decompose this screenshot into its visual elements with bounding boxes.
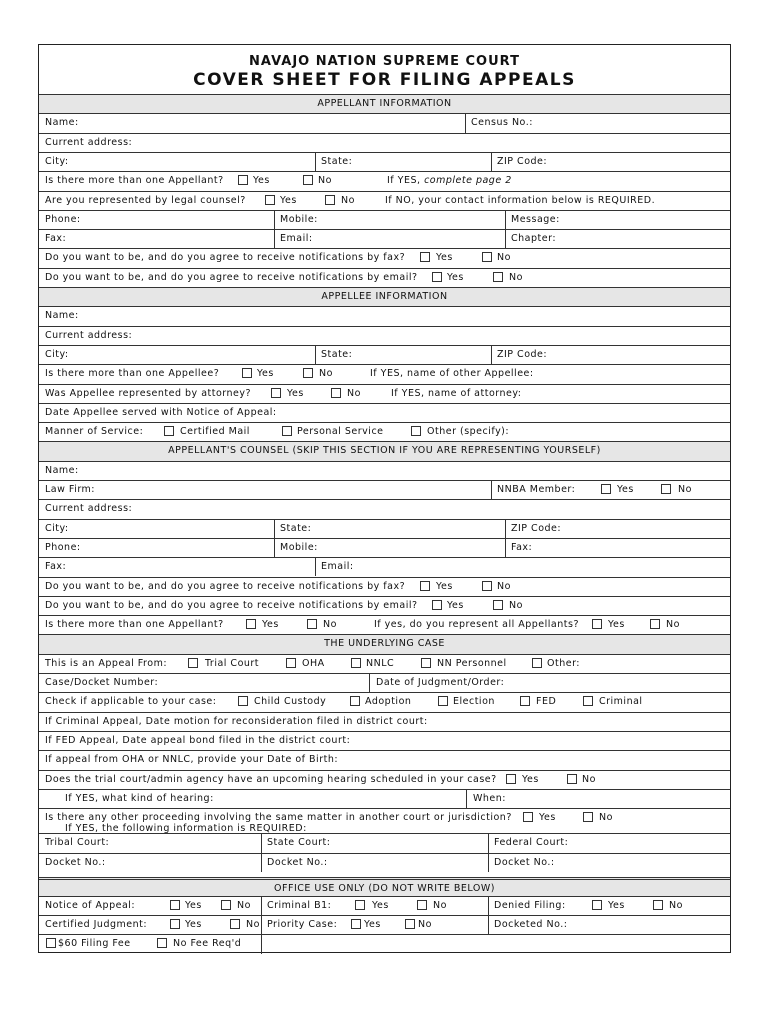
nn-personnel-label: NN Personnel — [437, 657, 507, 669]
yes-label: Yes — [262, 619, 279, 631]
docketed-no-label: Docketed No.: — [494, 919, 568, 931]
no-label: No — [509, 271, 523, 283]
appellee-city-row[interactable] — [39, 345, 730, 364]
appellant-notify-email-yes-checkbox[interactable] — [432, 272, 442, 282]
state-court-label: State Court: — [267, 837, 331, 849]
no-label: No — [347, 387, 361, 399]
counsel-phone-row[interactable] — [39, 538, 730, 557]
yes-label: Yes — [539, 812, 556, 824]
certified-judgment-label: Certified Judgment: — [45, 919, 148, 931]
office-row-1 — [39, 896, 730, 915]
counsel-notify-fax-no-checkbox[interactable] — [482, 581, 492, 591]
other-proceeding-row — [39, 808, 730, 833]
represent-all-no-checkbox[interactable] — [650, 619, 660, 629]
appellant-phone-label: Phone: — [45, 213, 81, 225]
counsel-fax-field-label: Fax: — [45, 561, 67, 573]
appellant-notify-email-row — [39, 268, 730, 287]
trial-court-label: Trial Court — [205, 657, 260, 669]
counsel-notify-email-yes-checkbox[interactable] — [432, 600, 442, 610]
federal-docket-label: Docket No.: — [494, 856, 555, 868]
counsel-address-label: Current address: — [45, 503, 133, 515]
yes-label: Yes — [447, 271, 464, 283]
counsel-notify-email-row — [39, 596, 730, 615]
counsel-notify-fax-question: Do you want to be, and do you agree to receive notifications by fax? — [45, 580, 406, 592]
case-section-title: THE UNDERLYING CASE — [324, 638, 445, 650]
appeal-from-label: This is an Appeal From: — [45, 657, 168, 669]
denied-yes-checkbox[interactable] — [592, 900, 602, 910]
counsel-notify-fax-yes-checkbox[interactable] — [420, 581, 430, 591]
dob-row[interactable] — [39, 750, 730, 769]
yes-label: Yes — [185, 899, 202, 911]
appellee-attorney-no-checkbox[interactable] — [331, 388, 341, 398]
filing-fee-checkbox[interactable] — [46, 938, 56, 948]
case-type-row — [39, 692, 730, 711]
appeal-from-row — [39, 654, 730, 673]
appellant-notify-fax-no-checkbox[interactable] — [482, 252, 492, 262]
other-proceeding-yes-checkbox[interactable] — [523, 812, 533, 822]
appellant-name-label: Name: — [45, 117, 79, 129]
notice-of-appeal-label: Notice of Appeal: — [45, 899, 136, 911]
criminal-b1-yes-checkbox[interactable] — [355, 900, 365, 910]
judgment-date-label: Date of Judgment/Order: — [376, 677, 505, 688]
yes-label: Yes — [287, 387, 304, 399]
counsel-represent-all-question: If yes, do you represent all Appellants? — [374, 619, 579, 631]
counsel-more-question: Is there more than one Appellant? — [45, 619, 224, 631]
dockets-row[interactable] — [39, 853, 730, 872]
appellant-more-no-checkbox[interactable] — [303, 175, 313, 185]
appellee-address-label: Current address: — [45, 329, 133, 341]
no-label: No — [599, 812, 613, 824]
no-label: No — [582, 773, 596, 785]
counsel-zip-label: ZIP Code: — [511, 522, 562, 534]
no-label: No — [246, 919, 260, 931]
child-custody-label: Child Custody — [254, 696, 327, 708]
appellee-name-label: Name: — [45, 310, 79, 322]
appellant-city-label: City: — [45, 155, 69, 167]
no-label: No — [669, 899, 683, 911]
criminal-note-row[interactable] — [39, 712, 730, 731]
appellant-phone-row[interactable] — [39, 210, 730, 229]
appellant-more-yes-checkbox[interactable] — [238, 175, 248, 185]
counsel-firm-label: Law Firm: — [45, 484, 96, 495]
appeal-cover-sheet-form — [38, 44, 731, 953]
fed-note-row[interactable] — [39, 731, 730, 750]
appellee-state-label: State: — [321, 348, 353, 360]
counsel-notify-email-no-checkbox[interactable] — [493, 600, 503, 610]
appellant-city-row[interactable] — [39, 152, 730, 171]
no-label: No — [418, 919, 432, 931]
appellant-more-row — [39, 171, 730, 190]
dob-label: If appeal from OHA or NNLC, provide your Date of Birth: — [45, 754, 339, 766]
appellant-more-note — [387, 175, 512, 186]
yes-label: Yes — [436, 580, 453, 592]
counsel-phone-label: Phone: — [45, 541, 81, 553]
appellant-address-label: Current address: — [45, 136, 133, 148]
appellant-zip-label: ZIP Code: — [497, 155, 548, 167]
yes-label: Yes — [608, 899, 625, 911]
other-proceeding-required: If YES, the following information is REQUIRED: — [65, 823, 307, 835]
criminal-note-label: If Criminal Appeal, Date motion for reconsideration filed in district court: — [45, 715, 428, 727]
hearing-when-label: When: — [473, 792, 506, 804]
other-service-checkbox[interactable] — [411, 426, 421, 436]
check-applicable-label: Check if applicable to your case: — [45, 696, 217, 708]
office-row-3 — [39, 934, 730, 954]
appellee-more-note: If YES, name of other Appellee: — [370, 368, 534, 380]
yes-label: Yes — [436, 252, 453, 264]
appellant-fax-label: Fax: — [45, 233, 67, 245]
certified-no-checkbox[interactable] — [230, 919, 240, 929]
appellant-fax-row[interactable] — [39, 229, 730, 248]
docket-number-label: Case/Docket Number: — [45, 677, 159, 688]
appellee-attorney-row — [39, 384, 730, 403]
other-service-label: Other (specify): — [427, 426, 510, 438]
other-proceeding-no-checkbox[interactable] — [583, 812, 593, 822]
appellant-counsel-row — [39, 191, 730, 210]
counsel-more-no-checkbox[interactable] — [307, 619, 317, 629]
docket-row[interactable] — [39, 673, 730, 692]
no-label: No — [433, 899, 447, 911]
nnba-no-checkbox[interactable] — [661, 484, 671, 494]
counsel-fax-row[interactable] — [39, 557, 730, 576]
appellant-state-label: State: — [321, 155, 353, 167]
appellee-served-label: Date Appellee served with Notice of Appeal: — [45, 406, 277, 418]
no-label: No — [666, 619, 680, 631]
more-note-prefix: If YES, — [387, 175, 421, 187]
no-label: No — [319, 368, 333, 380]
hearing-question: Does the trial court/admin agency have an upcoming hearing scheduled in your case? — [45, 773, 497, 785]
counsel-mobile-label: Mobile: — [280, 541, 318, 553]
appellant-counsel-note: If NO, your contact information below is REQUIRED. — [385, 194, 656, 206]
counsel-address-row[interactable] — [39, 499, 730, 518]
case-section-header — [39, 634, 730, 653]
no-label: No — [341, 194, 355, 206]
yes-label: Yes — [257, 368, 274, 380]
appellee-more-no-checkbox[interactable] — [303, 368, 313, 378]
yes-label: Yes — [364, 919, 381, 931]
criminal-label: Criminal — [599, 696, 643, 708]
tribal-docket-label: Docket No.: — [45, 856, 106, 868]
yes-label: Yes — [608, 619, 625, 631]
appellant-mobile-label: Mobile: — [280, 213, 318, 225]
fed-label: FED — [536, 696, 557, 708]
counsel-section-header — [39, 441, 730, 460]
yes-label: Yes — [617, 484, 634, 495]
appellee-more-row — [39, 364, 730, 383]
appellant-census-label: Census No.: — [471, 117, 533, 129]
appellee-served-row[interactable] — [39, 403, 730, 422]
yes-label: Yes — [447, 599, 464, 611]
counsel-state-label: State: — [280, 522, 312, 534]
filing-fee-label: $60 Filing Fee — [58, 938, 131, 950]
more-note-italic: complete page 2 — [424, 175, 512, 187]
counsel-name-row[interactable] — [39, 461, 730, 480]
form-title: COVER SHEET FOR FILING APPEALS — [193, 70, 576, 90]
hearing-row — [39, 770, 730, 789]
nnlc-label: NNLC — [366, 657, 395, 669]
appellee-name-row[interactable] — [39, 306, 730, 325]
no-fee-checkbox[interactable] — [157, 938, 167, 948]
election-label: Election — [453, 696, 495, 708]
appellant-address-row[interactable] — [39, 133, 730, 152]
counsel-city-row[interactable] — [39, 519, 730, 538]
criminal-checkbox[interactable] — [583, 696, 593, 706]
courts-row[interactable] — [39, 833, 730, 852]
yes-label: Yes — [253, 175, 270, 187]
office-section-header — [39, 877, 730, 896]
appellant-email-label: Email: — [280, 233, 313, 245]
counsel-email-label: Email: — [321, 561, 354, 573]
denied-filing-label: Denied Filing: — [494, 899, 566, 911]
appellant-chapter-label: Chapter: — [511, 233, 557, 245]
hearing-no-checkbox[interactable] — [567, 774, 577, 784]
appellant-more-question: Is there more than one Appellant? — [45, 175, 224, 187]
other-appeal-checkbox[interactable] — [532, 658, 542, 668]
nn-personnel-checkbox[interactable] — [421, 658, 431, 668]
appellee-section-header — [39, 287, 730, 306]
appellee-manner-row — [39, 422, 730, 441]
personal-service-checkbox[interactable] — [282, 426, 292, 436]
office-row-2 — [39, 915, 730, 934]
yes-label: Yes — [522, 773, 539, 785]
adoption-checkbox[interactable] — [350, 696, 360, 706]
denied-no-checkbox[interactable] — [653, 900, 663, 910]
appellant-section-title: APPELLANT INFORMATION — [317, 98, 452, 109]
appellant-notify-fax-question: Do you want to be, and do you agree to receive notifications by fax? — [45, 252, 406, 264]
appellant-counsel-no-checkbox[interactable] — [325, 195, 335, 205]
appellee-section-title: APPELLEE INFORMATION — [321, 291, 448, 302]
counsel-section-title: APPELLANT'S COUNSEL (SKIP THIS SECTION IF YOU ARE REPRESENTING YOURSELF) — [168, 445, 601, 457]
appellant-counsel-question: Are you represented by legal counsel? — [45, 194, 246, 206]
yes-label: Yes — [280, 194, 297, 206]
appellee-attorney-note: If YES, name of attorney: — [391, 387, 522, 399]
notice-yes-checkbox[interactable] — [170, 900, 180, 910]
counsel-fax-label: Fax: — [511, 541, 533, 553]
appellee-zip-label: ZIP Code: — [497, 348, 548, 360]
appellant-name-row[interactable] — [39, 113, 730, 132]
fed-note-label: If FED Appeal, Date appeal bond filed in the district court: — [45, 734, 351, 746]
oha-label: OHA — [302, 657, 325, 669]
appellee-attorney-yes-checkbox[interactable] — [271, 388, 281, 398]
appellant-counsel-yes-checkbox[interactable] — [265, 195, 275, 205]
represent-all-yes-checkbox[interactable] — [592, 619, 602, 629]
appellee-manner-label: Manner of Service: — [45, 426, 144, 438]
adoption-label: Adoption — [365, 696, 412, 708]
appellant-message-label: Message: — [511, 213, 560, 225]
counsel-city-label: City: — [45, 522, 69, 534]
appellant-notify-fax-row — [39, 248, 730, 267]
appellant-section-header — [39, 94, 730, 113]
no-label: No — [237, 899, 251, 911]
appellee-attorney-question: Was Appellee represented by attorney? — [45, 387, 252, 399]
appellee-more-question: Is there more than one Appellee? — [45, 368, 220, 380]
yes-label: Yes — [372, 899, 389, 911]
appellee-more-yes-checkbox[interactable] — [242, 368, 252, 378]
state-docket-label: Docket No.: — [267, 856, 328, 868]
counsel-more-yes-checkbox[interactable] — [246, 619, 256, 629]
trial-court-checkbox[interactable] — [188, 658, 198, 668]
child-custody-checkbox[interactable] — [238, 696, 248, 706]
election-checkbox[interactable] — [438, 696, 448, 706]
hearing-kind-label: If YES, what kind of hearing: — [65, 792, 214, 804]
office-section-title: OFFICE USE ONLY (DO NOT WRITE BELOW) — [274, 882, 495, 894]
hearing-kind-row[interactable] — [39, 789, 730, 808]
certified-mail-label: Certified Mail — [180, 426, 250, 438]
no-label: No — [678, 484, 692, 495]
yes-label: Yes — [185, 919, 202, 931]
no-label: No — [323, 619, 337, 631]
appellant-notify-email-no-checkbox[interactable] — [493, 272, 503, 282]
no-label: No — [509, 599, 523, 611]
court-name: NAVAJO NATION SUPREME COURT — [249, 54, 520, 69]
no-fee-label: No Fee Req'd — [173, 938, 242, 950]
priority-case-label: Priority Case: — [267, 919, 338, 931]
counsel-notify-fax-row — [39, 577, 730, 596]
nnlc-checkbox[interactable] — [351, 658, 361, 668]
fed-checkbox[interactable] — [520, 696, 530, 706]
personal-service-label: Personal Service — [297, 426, 384, 438]
no-label: No — [497, 252, 511, 264]
appellant-notify-email-question: Do you want to be, and do you agree to receive notifications by email? — [45, 271, 418, 283]
counsel-more-row — [39, 615, 730, 634]
no-label: No — [318, 175, 332, 187]
priority-no-checkbox[interactable] — [405, 919, 415, 929]
oha-checkbox[interactable] — [286, 658, 296, 668]
federal-court-label: Federal Court: — [494, 837, 569, 849]
appellee-city-label: City: — [45, 348, 69, 360]
appellee-address-row[interactable] — [39, 326, 730, 345]
counsel-nnba-label: NNBA Member: — [497, 484, 576, 495]
priority-yes-checkbox[interactable] — [351, 919, 361, 929]
notice-no-checkbox[interactable] — [221, 900, 231, 910]
counsel-name-label: Name: — [45, 464, 79, 476]
counsel-firm-row[interactable] — [39, 480, 730, 499]
certified-yes-checkbox[interactable] — [170, 919, 180, 929]
no-label: No — [497, 580, 511, 592]
criminal-b1-no-checkbox[interactable] — [417, 900, 427, 910]
tribal-court-label: Tribal Court: — [45, 837, 110, 849]
hearing-yes-checkbox[interactable] — [506, 774, 516, 784]
certified-mail-checkbox[interactable] — [164, 426, 174, 436]
other-appeal-label: Other: — [547, 657, 581, 669]
counsel-notify-email-question: Do you want to be, and do you agree to receive notifications by email? — [45, 599, 418, 611]
criminal-b1-label: Criminal B1: — [267, 899, 332, 911]
nnba-yes-checkbox[interactable] — [601, 484, 611, 494]
other-proceeding-question: Is there any other proceeding involving the same matter in another court or jurisdiction? — [45, 812, 512, 824]
appellant-notify-fax-yes-checkbox[interactable] — [420, 252, 430, 262]
